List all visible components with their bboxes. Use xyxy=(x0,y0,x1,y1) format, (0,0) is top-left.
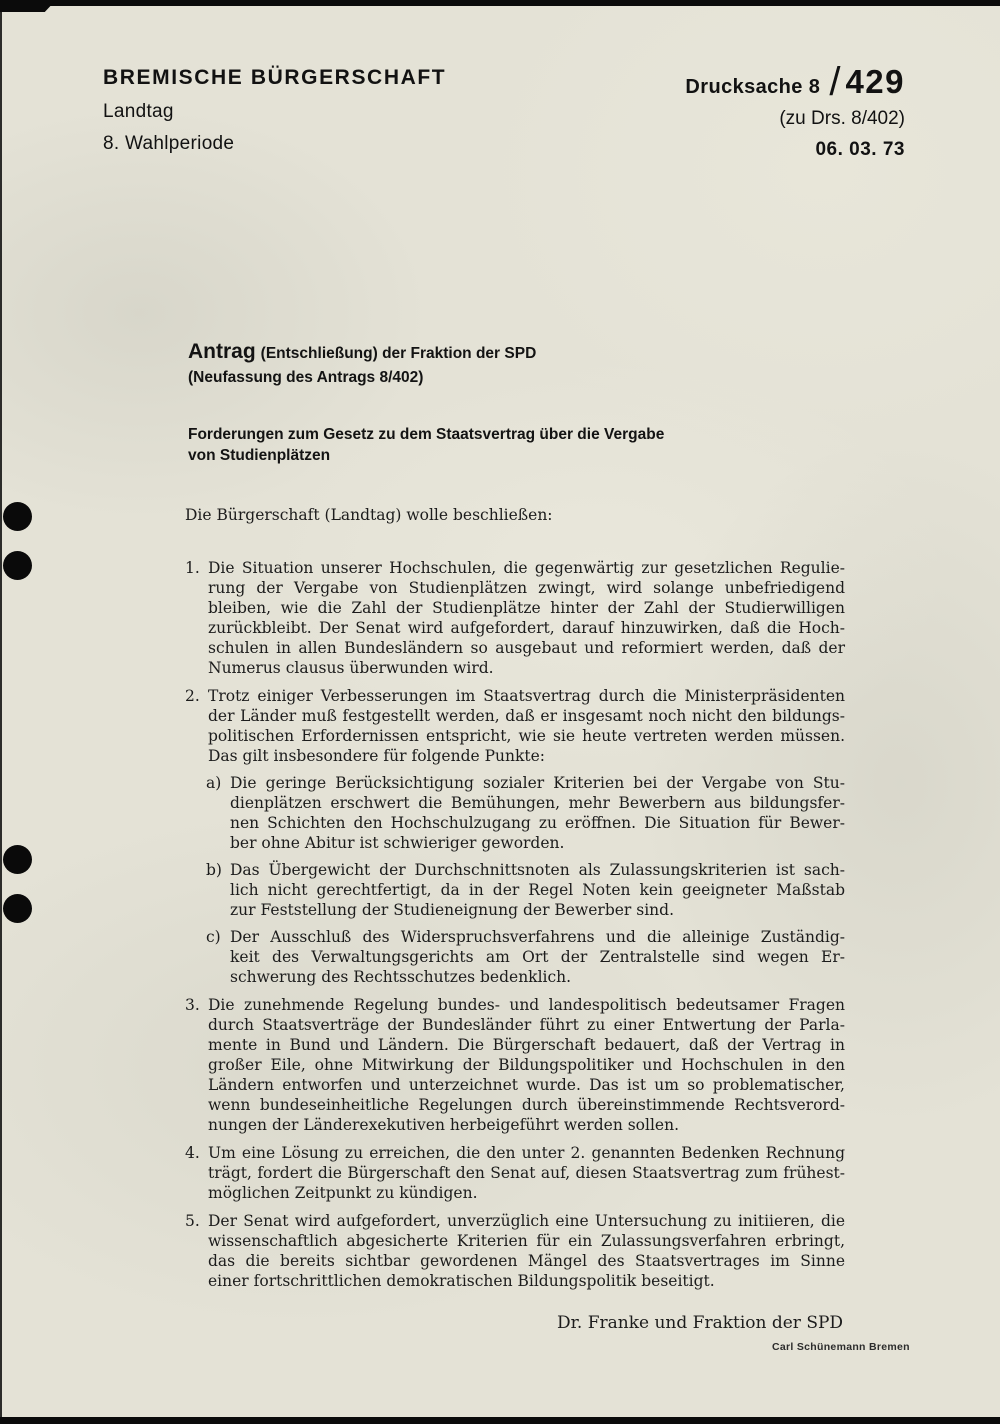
sub-item-a xyxy=(206,773,845,853)
scan-edge-left xyxy=(0,0,2,1424)
org-name: BREMISCHE BÜRGERSCHAFT xyxy=(103,66,447,89)
doc-number-slash: / xyxy=(829,60,841,104)
subject-line-2: von Studienplätzen xyxy=(188,447,331,464)
item-number: 1. xyxy=(185,559,200,577)
intro-text: Die Bürgerschaft (Landtag) wolle beschließen: xyxy=(185,506,553,524)
printer-imprint: Carl Schünemann Bremen xyxy=(772,1341,910,1353)
doc-reference: (zu Drs. 8/402) xyxy=(779,108,905,129)
letterhead xyxy=(103,66,446,155)
sub-letter: b) xyxy=(206,861,222,879)
subject-block xyxy=(188,424,664,466)
doc-date: 06. 03. 73 xyxy=(815,139,905,160)
motion-title-rest: (Entschließung) der Fraktion der SPD xyxy=(260,345,537,362)
motion-title-block xyxy=(188,340,536,387)
punch-hole-mark xyxy=(3,551,32,580)
list-item-4 xyxy=(185,1143,845,1203)
list-item-1 xyxy=(185,558,845,678)
motion-title xyxy=(188,340,536,364)
punch-hole-mark xyxy=(3,894,32,923)
item-number: 2. xyxy=(185,687,200,705)
scan-edge-corner xyxy=(0,0,56,12)
sub-text: Der Ausschluß des Widerspruchsverfahrens und die alleinige Zuständig- keit des Verwaltungsgerichts am Ort der Zentralstelle sind wegen Er- schwerung des Rechtsschutzes bedenklich. xyxy=(230,928,845,986)
sub-item-c xyxy=(206,927,845,987)
chamber-label: Landtag xyxy=(103,101,174,122)
item-text: Der Senat wird aufgefordert, unverzüglich eine Untersuchung zu initiieren, die wissenschaftlich abgesicherte Kriterien für ein Zulassungsverfahren erbringt, das die bereits sichtbar gewordenen Mängel des Staatsvertrages im Sinne einer fortschrittlichen demokratischen Bildungspolitik beseitigt. xyxy=(208,1212,845,1290)
doc-number-line xyxy=(685,58,905,103)
sub-text: Das Übergewicht der Durchschnittsnoten als Zulassungskriterien ist sach- lich nicht gerechtfertigt, da in der Regel Noten kein geeigneter Maßstab zur Feststellung der Studieneignung der Bewerber sind. xyxy=(230,861,845,919)
subject-line-1: Forderungen zum Gesetz zu dem Staatsvertrag über die Vergabe xyxy=(188,426,665,443)
legislative-period: 8. Wahlperiode xyxy=(103,133,235,154)
motion-body xyxy=(185,505,845,1333)
item-number: 4. xyxy=(185,1144,200,1162)
item-text: Um eine Lösung zu erreichen, die den unter 2. genannten Bedenken Rechnung trägt, fordert die Bürgerschaft den Senat auf, diesen Staatsvertrag zum frühest- möglichen Zeitpunkt zu kündigen. xyxy=(208,1144,845,1202)
item-number: 5. xyxy=(185,1212,200,1230)
item-text: Die zunehmende Regelung bundes- und landespolitisch bedeutsamer Fragen durch Staatsverträge der Bundesländer führt zu einer Entwertung der Parla- mente in Bund und Ländern. Die Bürgerschaft bedauert, daß der Vertrag in großer Eile, ohne Mitwirkung der Bildungspolitiker und Hochschulen in den Ländern entworfen und unterzeichnet wurde. Das ist um so problematischer, wenn bundeseinheitliche Regelungen durch übereinstimmende Rechtsverord- nungen der Länderexekutiven herbeigeführt werden sollen. xyxy=(208,996,845,1134)
motion-type: Antrag xyxy=(188,340,256,363)
doc-number: 429 xyxy=(845,63,905,100)
sub-item-b xyxy=(206,860,845,920)
list-item-2 xyxy=(185,686,845,987)
document-id-block xyxy=(685,58,905,161)
doc-number-label: Drucksache 8 xyxy=(685,76,821,98)
item-number: 3. xyxy=(185,996,200,1014)
item-text xyxy=(208,686,845,987)
item-text-lines: Trotz einiger Verbesserungen im Staatsvertrag durch die Ministerpräsidenten der Länder muß festgestellt werden, daß er insgesamt noch nicht den bildungs- politischen Erfordernissen entspricht, wie sie heute vertreten werden müssen. Das gilt insbesondere für folgende Punkte: xyxy=(208,687,845,765)
signature: Dr. Franke und Fraktion der SPD xyxy=(557,1313,844,1333)
list-item-3 xyxy=(185,995,845,1135)
list-item-5 xyxy=(185,1211,845,1291)
sub-letter: c) xyxy=(206,928,221,946)
motion-subtitle: (Neufassung des Antrags 8/402) xyxy=(188,369,424,386)
scan-edge-top xyxy=(0,0,1000,6)
punch-hole-mark xyxy=(3,502,32,531)
punch-hole-mark xyxy=(3,845,32,874)
sub-text: Die geringe Berücksichtigung sozialer Kriterien bei der Vergabe von Stu- dienplätzen erschwert die Bemühungen, mehr Bewerbern aus bildungsfer- nen Schichten den Hochschulzugang zu eröffnen. Die Situation für Bewer- ber ohne Abitur ist schwieriger geworden. xyxy=(230,774,845,852)
sub-letter: a) xyxy=(206,774,222,792)
scan-edge-bottom xyxy=(0,1417,1000,1424)
item-text: Die Situation unserer Hochschulen, die gegenwärtig zur gesetzlichen Regulie- rung der Vergabe von Studienplätzen zwingt, wird solange unbefriedigend bleiben, wie die Zahl der Studienplätze hinter der Zahl der Studierwilligen zurückbleibt. Der Senat wird aufgefordert, darauf hinzuwirken, daß die Hoch- schulen in allen Bundesländern so ausgebaut und reformiert werden, daß der Numerus clausus überwunden wird. xyxy=(208,559,845,677)
